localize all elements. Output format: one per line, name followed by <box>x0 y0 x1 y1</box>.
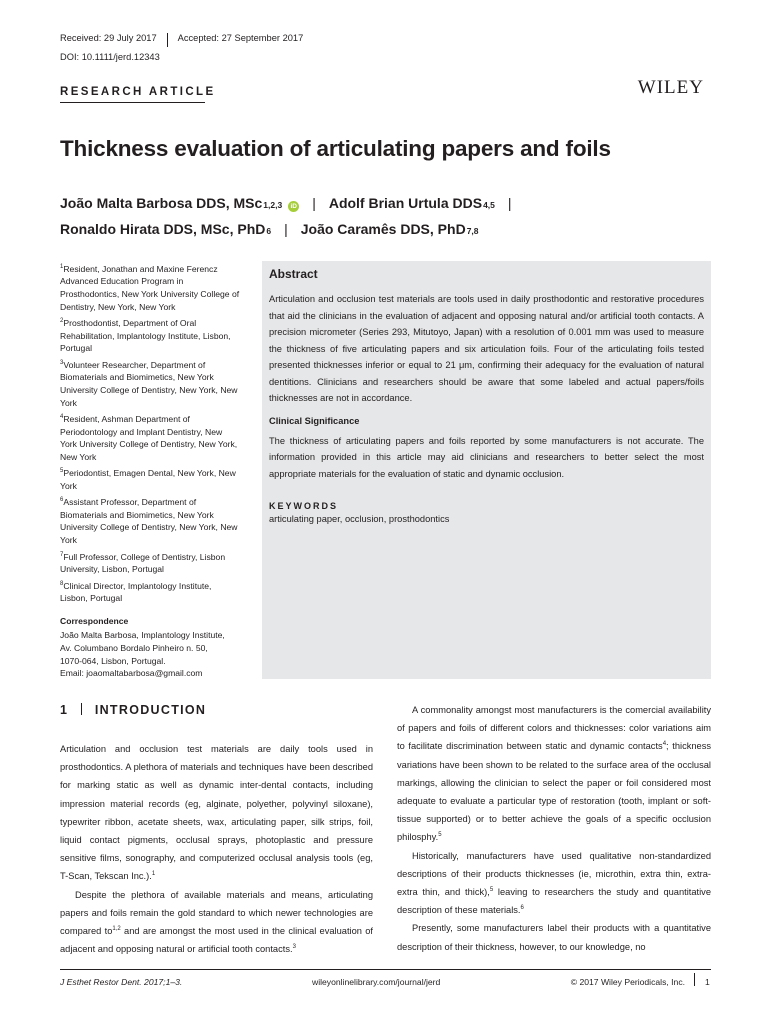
author-name: João Malta Barbosa DDS, MSc <box>60 195 263 211</box>
footer-separator <box>694 973 695 986</box>
section-number: 1 <box>60 703 69 717</box>
body-paragraph <box>397 919 711 955</box>
correspondence-heading: Correspondence <box>60 615 129 626</box>
section-title: INTRODUCTION <box>94 703 207 717</box>
body-column-left <box>60 740 373 958</box>
body-text: and are amongst the most used in the clinical evaluation of adjacent and opposing natural or artificial tooth contacts. <box>60 926 373 955</box>
footer-url[interactable]: wileyonlinelibrary.com/journal/jerd <box>312 977 441 987</box>
abstract-heading: Abstract <box>269 267 318 281</box>
clinical-significance-heading: Clinical Significance <box>269 415 360 426</box>
author-line-2 <box>60 221 479 237</box>
correspondence-email[interactable]: Email: joaomaltabarbosa@gmail.com <box>60 668 203 679</box>
section-separator <box>81 703 82 715</box>
author-name: João Caramês DDS, PhD <box>300 221 466 237</box>
correspondence-line: Av. Columbano Bordalo Pinheiro n. 50, <box>60 642 208 653</box>
citation-ref[interactable]: 5 <box>438 832 442 839</box>
body-paragraph <box>60 886 373 959</box>
citation-ref[interactable]: 1,2 <box>112 925 121 932</box>
affiliation: $^1$Resident, Jonathan and Maxine Ferencz Advanced Education Program in Prosthodontics, New York University College of Dentistry, New York, New York <box>60 263 240 312</box>
author-affil-ref: 4,5 <box>483 200 495 210</box>
abstract-text: Articulation and occlusion test materials are tools used in daily prosthodontic and restorative procedures that aid the clinicians in the evaluation of adjacent and opposing natural and/or artificial tooth contacts. A precision micrometer (Series 293, Mitutoyo, Japan) with a resolution of 0.001 mm was used to measure the thickness of five articulating papers and six articulation foils. Four of the articulating foils tested presented thicknesses inferior or equal to 21 μm, confirming their adequacy for the evaluation of natural dentitions. Clinicians and researchers should be aware that some labeled and actual papers/foils thicknesses are not in accordance. <box>269 294 704 403</box>
affiliations <box>60 261 240 680</box>
abstract-box <box>262 261 711 679</box>
article-type-rule <box>60 102 205 103</box>
author-separator: | <box>284 221 288 237</box>
correspondence-line: João Malta Barbosa, Implantology Institute, <box>60 630 225 641</box>
body-text: Historically, manufacturers have used qualitative non-standardized descriptions of their products thicknesses (ie, microthin, extra thin, extra-extra thin, and thick), <box>397 850 711 898</box>
article-dates <box>60 33 303 47</box>
footer-journal: J Esthet Restor Dent. 2017;1–3. <box>60 977 183 987</box>
section-heading <box>60 703 206 717</box>
footer-rule <box>60 969 711 970</box>
keywords-heading: KEYWORDS <box>269 501 339 511</box>
body-text: Presently, some manufacturers label their products with a quantitative description of their thickness, however, to our knowledge, no <box>397 923 711 952</box>
correspondence-line: 1070-064, Lisbon, Portugal. <box>60 655 166 666</box>
affiliation: $^8$Clinical Director, Implantology Institute, Lisbon, Portugal <box>60 580 212 604</box>
citation-ref[interactable]: 4 <box>662 741 667 748</box>
author-affil-ref: 7,8 <box>466 226 479 236</box>
body-paragraph <box>397 847 711 920</box>
accepted-date: Accepted: 27 September 2017 <box>177 33 304 43</box>
doi: DOI: 10.1111/jerd.12343 <box>60 52 160 62</box>
author-separator: | <box>507 195 512 211</box>
author-name: Ronaldo Hirata DDS, MSc, PhD <box>60 221 266 237</box>
citation-ref[interactable]: 1 <box>151 871 156 878</box>
received-date: Received: 29 July 2017 <box>60 33 157 43</box>
citation-ref[interactable]: 3 <box>292 944 296 951</box>
footer-copyright: © 2017 Wiley Periodicals, Inc. <box>570 977 685 987</box>
affiliation: $^7$Full Professor, College of Dentistry, Lisbon University, Lisbon, Portugal <box>60 551 226 575</box>
author-affil-ref: 1,2,3 <box>263 200 283 210</box>
body-paragraph <box>60 740 373 886</box>
body-text: ; thickness variations have been shown to be related to the surface area of the occlusal markings, allowing the clinician to select the paper or foil considered most adequate to evaluate a particular type of restoration (tooth, implant or soft-tissue supported) or to better achieve the goals of a specific occlusion philosphy. <box>397 741 712 843</box>
author-separator: | <box>312 195 316 211</box>
body-paragraph <box>397 701 711 847</box>
body-text: Articulation and occlusion test materials are daily tools used in prosthodontics. A plethora of materials and techniques have been described for marking static as well as dynamic inter-dental contacts, including impression material records (eg, alginate, polyether, polyvinyl siloxane), typewriter ribbon, acetate sheets, wax, articulating paper, silk strips, foil, liquid contact pigments, occlusal sprays, photoplastic and pressure sensitive films, sonography, and computerized occlusal analysis tools (eg, T-Scan, Tekscan Inc.). <box>60 744 373 882</box>
page-number: 1 <box>705 977 710 987</box>
keywords: articulating paper, occlusion, prosthodontics <box>269 514 450 524</box>
publisher-logo: WILEY <box>637 77 704 98</box>
body-text: Despite the plethora of available materials and means, articulating papers and foils remain the gold standard to which newer technologies are compared to <box>60 889 373 937</box>
body-text: A commonality amongst most manufacturers is the comercial availability of papers and foils of different colors and thicknesses: color variations aim to facilitate discrimination between static and dynamic contacts <box>397 705 711 752</box>
article-title: Thickness evaluation of articulating papers and foils <box>60 136 611 161</box>
article-type: RESEARCH ARTICLE <box>60 86 216 98</box>
citation-ref[interactable]: 6 <box>520 905 524 912</box>
affiliation: $^4$Resident, Ashman Department of Periodontology and Implant Dentistry, New York University College of Dentistry, New York, New York <box>60 413 238 462</box>
author-line-1 <box>60 195 525 212</box>
affiliation: $^5$Periodontist, Emagen Dental, New York, New York <box>60 468 236 491</box>
affiliation: $^3$Volunteer Researcher, Department of Biomaterials and Biomimetics, New York University College of Dentistry, New York, New York <box>60 359 238 408</box>
author-affil-ref: 6 <box>266 226 272 236</box>
affiliation: $^6$Assistant Professor, Department of Biomaterials and Biomimetics, New York University College of Dentistry, New York, New York <box>60 497 238 546</box>
body-column-right <box>397 701 711 956</box>
clinical-significance-text: The thickness of articulating papers and foils reported by some manufacturers is not accurate. The information provided in this article may aid clinicians and researchers to better select the most appropriate materials for the evaluation of static and dynamic occlusion. <box>269 435 704 479</box>
author-name: Adolf Brian Urtula DDS <box>328 195 483 211</box>
orcid-icon[interactable]: iD <box>288 201 299 212</box>
date-separator <box>167 33 168 47</box>
affiliation: $^2$Prosthodontist, Department of Oral Rehabilitation, Implantology Institute, Lisbon, Portugal <box>60 318 231 354</box>
citation-ref[interactable]: 5 <box>489 886 494 893</box>
body-text: leaving to researchers the study and quantitative description of these materials. <box>397 887 711 916</box>
